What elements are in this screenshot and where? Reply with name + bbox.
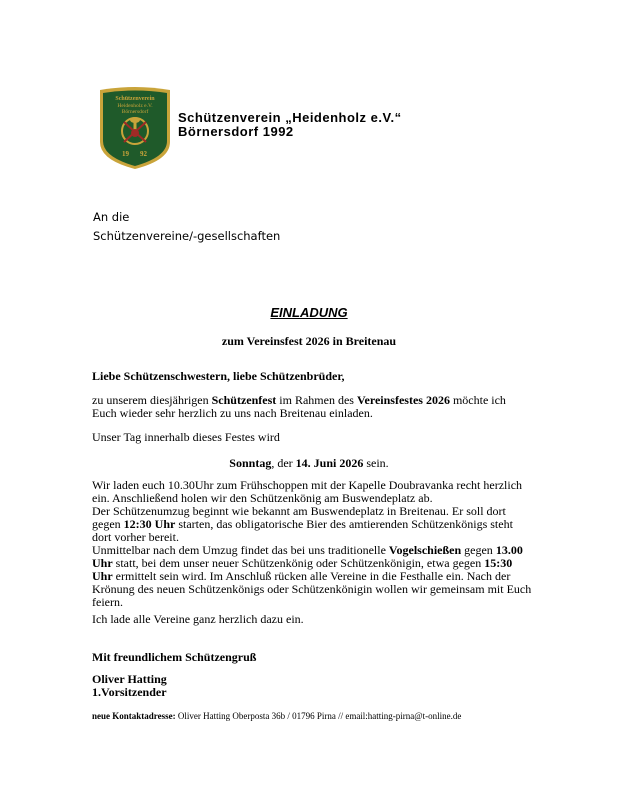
- document-title: EINLADUNG: [270, 305, 348, 320]
- paragraph-intro: zu unserem diesjährigen Schützenfest im Rahmen des Vereinsfestes 2026 möchte ich Euch wieder sehr herzlich zu uns nach Breitenau einladen.: [92, 393, 506, 420]
- greeting: Liebe Schützenschwestern, liebe Schützenbrüder,: [92, 369, 345, 383]
- address-line2: Schützenvereine/-gesellschaften: [93, 229, 281, 243]
- club-logo: [98, 86, 172, 170]
- org-name-line2: Börnersdorf 1992: [178, 124, 294, 139]
- event-date: Sonntag, der 14. Juni 2026 sein.: [229, 456, 389, 470]
- signer-name: Oliver Hatting: [92, 672, 167, 686]
- paragraph-schedule: Wir laden euch 10.30Uhr zum Frühschoppen mit der Kapelle Doubravanka recht herzlich ein. Anschließend holen wir den Schützenkönig am Buswendeplatz ab. Der Schützenumzug beginnt wie bekannt am Buswendeplatz in Breitenau. Er soll dort gegen 12:30 Uhr starten, das obligatorische Bier des amtierenden Schützenkönigs steht dort vorher bereit. Unmittelbar nach dem Umzug findet das bei uns traditionelle Vogelschießen gegen 13.00 Uhr statt, bei dem unser neuer Schützenkönig oder Schützenkönigin, etwa gegen 15:30 Uhr ermittelt sein wird. Im Anschluß rücken alle Vereine in die Festhalle ein. Nach der Krönung des neuen Schützenkönigs oder Schützenkönigin wollen wir gemeinsam mit Euch feiern.: [92, 478, 532, 609]
- closing: Mit freundlichem Schützengruß: [92, 650, 257, 664]
- signer-role: 1.Vorsitzender: [92, 685, 167, 699]
- paragraph-day: Unser Tag innerhalb dieses Festes wird: [92, 430, 280, 444]
- paragraph-invite: Ich lade alle Vereine ganz herzlich dazu ein.: [92, 612, 304, 626]
- address-line1: An die: [93, 210, 130, 224]
- org-name-line1: Schützenverein „Heidenholz e.V.“: [178, 110, 402, 125]
- footer-contact: neue Kontaktadresse: Oliver Hatting Oberposta 36b / 01796 Pirna // email:hatting-pirna@t-online.de: [92, 711, 462, 721]
- logo-year-right: 92: [140, 150, 147, 158]
- logo-text-mid: Heidenholz e.V.: [117, 103, 153, 109]
- logo-text-bottom: Börnersdorf: [121, 109, 149, 115]
- logo-year-left: 19: [122, 150, 129, 158]
- document-subtitle: zum Vereinsfest 2026 in Breitenau: [221, 334, 397, 348]
- logo-text-top: Schützenverein: [115, 96, 155, 102]
